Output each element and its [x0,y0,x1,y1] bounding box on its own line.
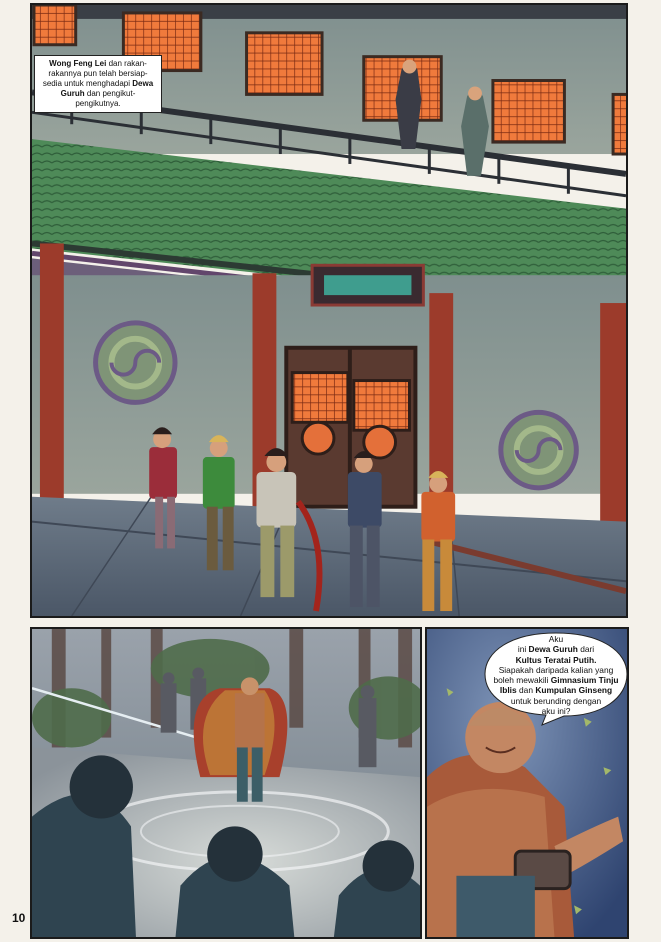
speech-bubble-text [490,634,622,716]
caption-text-1: dan rakan-rakannya pun telah bersiap-sedia untuk menghadapi [42,59,148,88]
speech-line-2a: ini [517,644,527,655]
speech-line-1: Aku [548,634,564,644]
caption-name-wong: Wong Feng Lei [49,59,107,68]
speech-bubble-dewa-guruh [484,632,628,726]
caption-text-2: dan pengikut-pengikutnya. [75,89,136,108]
speech-line-7: untuk berunding dengan [510,695,602,706]
speech-line-6b: dan [519,685,533,696]
speech-line-8: aku ini? [541,705,571,716]
speech-name-iblis: Iblis [499,685,517,696]
caption-name-dewa: Dewa Guruh [60,79,154,98]
speech-line-2c: dari [580,644,595,655]
speech-name-gimnasium: Gimnasium Tinju [550,675,619,685]
narration-caption [34,55,162,113]
emblem-right [501,412,576,488]
page-number: 10 [12,911,26,925]
panel-forest-courtyard [30,627,422,939]
speech-line-4: Siapakah daripada kalian yang [498,664,614,675]
speech-name-ginseng: Kumpulan Ginseng [535,685,613,696]
emblem-left [96,323,175,402]
speech-name-dewa: Dewa Guruh [528,644,578,655]
speech-line-5a: boleh mewakili [493,675,549,685]
speech-name-kultus: Kultus Teratai Putih. [515,654,597,665]
forest-illustration [32,629,420,937]
